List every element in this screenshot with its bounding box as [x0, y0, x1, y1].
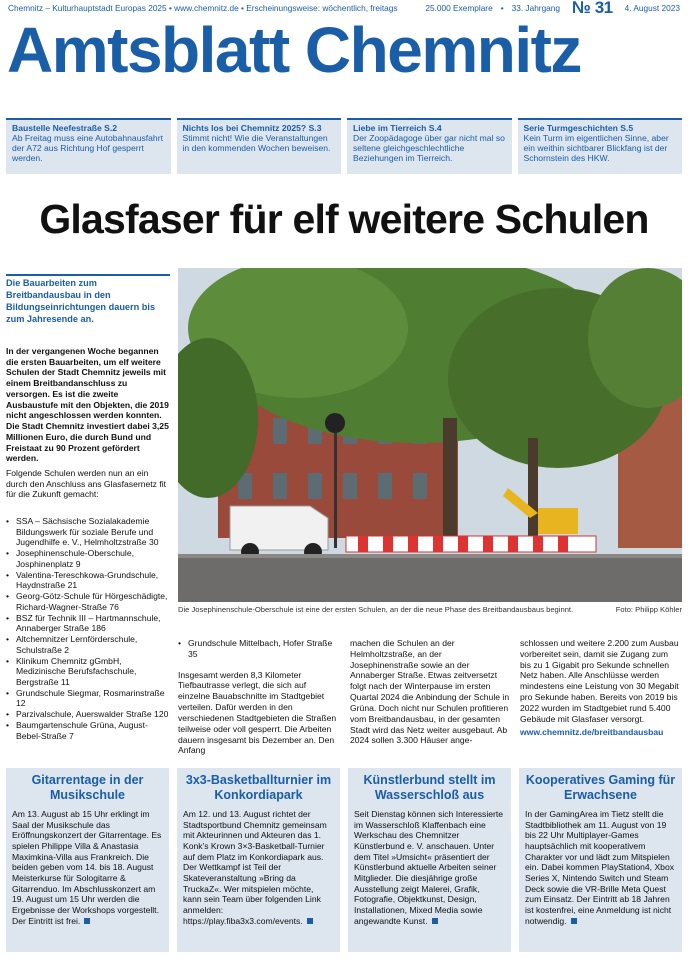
- list-item: • Josephinenschule-Oberschule, Josphinenplatz 9: [6, 548, 170, 569]
- list-item: • Georg-Götz-Schule für Hörgeschädigte, Richard-Wagner-Straße 76: [6, 591, 170, 612]
- end-mark-icon: [307, 918, 313, 924]
- end-mark-icon: [432, 918, 438, 924]
- teaser-title: Serie Turmgeschichten S.5: [523, 123, 634, 133]
- photo-caption: [178, 605, 682, 614]
- box-text: Am 12. und 13. August richtet der Stadtsportbund Chemnitz gemeinsam mit Akteurinnen und Akteuren das 1. Konk's Krown 3×3-Basketball-Turnier auf dem Platz im Konkordiapark aus. Der Wettkampf ist Teil der Skateveranstaltung »Bring da TruckaZ«. Wer mitspielen möchte, kann sein Team über folgenden Link anmelden: https://play.fiba3x3.com/events.: [183, 809, 327, 926]
- issue-number: № 31: [572, 0, 613, 17]
- box-title: Kooperatives Gaming für Erwachsene: [525, 773, 676, 802]
- teaser-title: Nichts los bei Chemnitz 2025? S.3: [182, 123, 322, 133]
- meta-bar: [8, 0, 680, 17]
- teaser-text: Ab Freitag muss eine Autobahnausfahrt der A72 aus Richtung Hof gesperrt werden.: [12, 133, 163, 164]
- body-text: Folgende Schulen werden nun an ein durch den Anschluss ans Glasfasernetz fit für die Zukunft gemacht:: [6, 468, 167, 500]
- news-box: [348, 768, 511, 952]
- intro-text: In der vergangenen Woche begannen die ersten Bauarbeiten, um elf weitere Schulen der Stadt Chemnitz jeweils mit einem Breitbandanschluss zu versorgen. Es ist die zweite Ausbaustufe mit den Objekten, die 2019 nicht angeschlossen werden konnten. Die Stadt Chemnitz investiert dabei 3,25 Millionen Euro, die durch Bund und Freistaat zu 90 Prozent gefördert werden.: [6, 346, 169, 464]
- news-box: [6, 768, 169, 952]
- box-title: 3x3-Basketballturnier im Konkordiapark: [185, 773, 332, 802]
- list-item-text: Grundschule Mittelbach, Hofer Straße 35: [188, 638, 333, 659]
- teaser-title: Liebe im Tierreich S.4: [353, 123, 442, 133]
- teaser-text: Der Zoopädagoge über gar nicht mal so seltene gleichgeschlechtliche Beziehungen im Tierreich.: [353, 133, 505, 164]
- text-column-3: [350, 638, 510, 746]
- main-headline: Glasfaser für elf weitere Schulen: [39, 196, 649, 242]
- meta-right: 25.000 Exemplare • 33. Jahrgang № 31 4. August 2023: [425, 0, 680, 17]
- teaser-text: Kein Turm im eigentlichen Sinne, aber ein weithin sichtbarer Blickfang ist der Schornstein des HKW.: [523, 133, 669, 164]
- list-item: • Klinikum Chemnitz gGmbH, Medizinische Berufsfachschule, Bergstraße 11: [6, 656, 170, 688]
- teaser-text: Stimmt nicht! Wie die Veranstaltungen in den kommenden Wochen beweisen.: [182, 133, 331, 154]
- body-text: schlossen und weitere 2.200 zum Ausbau vorbereitet sein, damit sie Zugang zum bis zu 1 Gigabit pro Sekunde schnellen Netz haben. Alle Anschlüsse werden mindestens eine Leistung von 30 Megabit pro Sekunde haben. Bereits von 2019 bis 2022 wurden im Stadtgebiet rund 5.400 Gebäude mit Glasfaser versorgt.: [520, 638, 679, 724]
- text-column-4: [520, 638, 680, 737]
- teaser[interactable]: [347, 118, 512, 174]
- list-item: • Grundschule Mittelbach, Hofer Straße 35: [178, 638, 333, 659]
- end-mark-icon: [571, 918, 577, 924]
- body-text: machen die Schulen an der Helmholtzstraße, an der Josephinenstraße sowie an der Annaberger Straße. Etwas zeitversetzt folgt nach der Winterpause im ersten Quartal 2024 die Anbindung der Schule in Grüna. Doch nicht nur Schulen profitieren vom Breitbandausbau, in der gesamten Stadt wird das Netz weiter ausgebaut. Ab 2024 sollen 3.300 Häuser ange-: [350, 638, 510, 746]
- box-title: Gitarrentage in der Musikschule: [31, 773, 144, 802]
- school-photo: [178, 268, 682, 602]
- teaser[interactable]: [6, 118, 171, 174]
- list-item: • BSZ für Technik III – Hartmannschule, Annaberger Straße 186: [6, 613, 170, 634]
- list-item: • Baumgartenschule Grüna, August-Bebel-Straße 7: [6, 720, 170, 741]
- list-item: • Parzivalschule, Auerswalder Straße 120: [6, 709, 170, 720]
- teaser[interactable]: [518, 118, 683, 174]
- box-text: Am 13. August ab 15 Uhr erklingt im Saal der Musikschule das Eröffnungskonzert der Gitarrentage. Es spielen Philippe Villa & Anastasia Maximkina-Villa aus Frankreich. Die beiden geben vom 14. bis 18. August Meisterkurse für Sologitarre & Gitarrenduo. Im Abschlusskonzert am 19. August um 15 Uhr werden die Ergebnisse der Workshops vorgestellt. Der Eintritt ist frei.: [12, 809, 162, 926]
- volume: 33. Jahrgang: [511, 3, 561, 13]
- masthead: Amtsblatt Chemnitz: [7, 14, 581, 86]
- news-box: [177, 768, 340, 952]
- caption-text: Die Josephinenschule-Oberschule ist eine der ersten Schulen, an der die neue Phase des Breitbandausbaus beginnt.: [178, 605, 574, 614]
- copies: 25.000 Exemplare: [425, 3, 493, 13]
- list-item: • SSA – Sächsische Sozialakademie Bildungswerk für soziale Berufe und Jugendhilfe e. V., Helmholtzstraße 30: [6, 516, 170, 548]
- issue-date: 4. August 2023: [624, 3, 680, 13]
- box-text: Seit Dienstag können sich Interessierte im Wasserschloß Klaffenbach eine Werkschau des Chemnitzer Künstlerbund e. V. anschauen. Unter dem Titel »Umsicht« präsentiert der Künstlerbund aktuelle Arbeiten seiner Mitglieder. Die diesjährige große Ausstellung zeigt Malerei, Grafik, Fotografie, Objektkunst, Design, Installationen, Mixed Media sowie angewandte Kunst.: [354, 809, 504, 926]
- school-list-cont: [178, 638, 338, 660]
- list-item: • Valentina-Tereschkowa-Grundschule, Haydnstraße 21: [6, 570, 170, 591]
- teaser-title: Baustelle Neefestraße S.2: [12, 123, 118, 133]
- school-list: [6, 516, 170, 741]
- news-box: [519, 768, 682, 952]
- meta-left: Chemnitz – Kulturhauptstadt Europas 2025 • www.chemnitz.de • Erscheinungsweise: wöchentlich, freitags: [8, 3, 398, 13]
- teaser[interactable]: [177, 118, 342, 174]
- teaser-row: [6, 118, 682, 174]
- photo-credit: Foto: Philipp Köhler: [615, 605, 682, 614]
- box-text: In der GamingArea im Tietz stellt die Stadtbibliothek am 11. August von 19 bis 22 Uhr Multiplayer-Games hauptsächlich mit kooperativem Charakter vor und lädt zum Mitspielen ein. Dabei kommen PlayStation4, Xbox Series X, Nintendo Switch und Steam Deck sowie die VR-Brille Meta Quest zum Einsatz. Der Eintritt ab 18 Jahren ist kostenfrei, eine Anmeldung ist nicht notwendig.: [525, 809, 675, 926]
- breitband-link[interactable]: www.chemnitz.de/breitbandausbau: [520, 726, 664, 737]
- text-column-2: [178, 638, 338, 756]
- end-mark-icon: [84, 918, 90, 924]
- body-text: Insgesamt werden 8,3 Kilometer Tiefbautrasse verlegt, die sich auf einzelne Bauabschnitte im Stadtgebiet verteilen. Dafür werden in den verschiedenen Stadtgebieten die Straßen teilweise oder voll gesperrt. Die Arbeiten dauern insgesamt bis Dezember an. Den Anfang: [178, 669, 337, 756]
- list-item: • Altchemnitzer Lernförderschule, Schulstraße 2: [6, 634, 170, 655]
- box-title: Künstlerbund stellt im Wasserschloß aus: [363, 773, 496, 802]
- list-item: • Grundschule Siegmar, Rosmarinstraße 12: [6, 688, 170, 709]
- lead-text: Die Bauarbeiten zum Breitbandausbau in den Bildungseinrichtungen dauern bis zum Jahresende an.: [6, 274, 170, 326]
- news-boxes: [6, 768, 682, 952]
